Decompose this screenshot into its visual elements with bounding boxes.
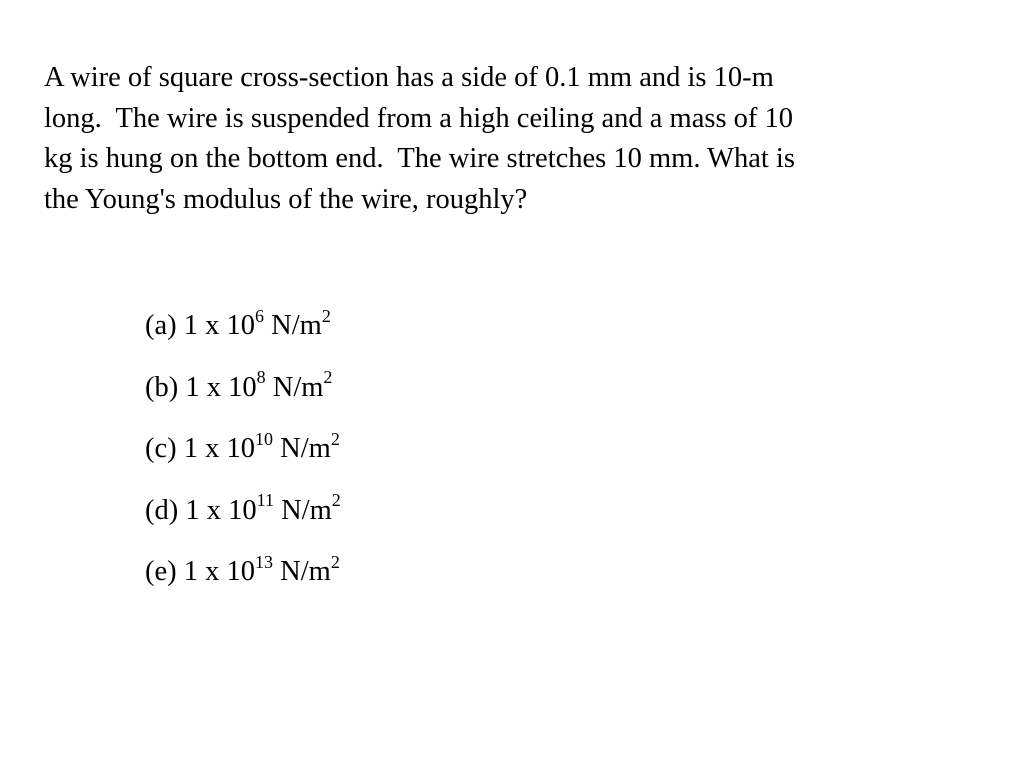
option-label: (d)	[145, 494, 179, 526]
option-base: 1 x 10	[183, 433, 256, 464]
option-base: 1 x 10	[185, 371, 257, 403]
question-line: kg is hung on the bottom end. The wire stretches 10 mm. What is	[44, 143, 795, 174]
option-label: (c)	[145, 433, 177, 464]
option-e	[145, 550, 341, 612]
question-line: A wire of square cross-section has a side of 0.1 mm and is 10-m	[44, 62, 774, 93]
option-exponent: 6	[255, 305, 265, 326]
answer-options	[145, 304, 341, 612]
option-b	[145, 366, 341, 428]
option-unit: N/m	[271, 310, 322, 341]
option-base: 1 x 10	[183, 310, 256, 341]
option-d	[145, 489, 341, 551]
option-unit-exponent: 2	[330, 428, 340, 449]
option-unit-exponent: 2	[321, 305, 331, 326]
option-unit-exponent: 2	[323, 367, 333, 387]
option-label: (a)	[145, 310, 177, 341]
option-unit: N/m	[281, 494, 332, 526]
option-unit: N/m	[280, 433, 331, 464]
option-exponent: 11	[256, 490, 274, 510]
option-unit: N/m	[280, 556, 331, 587]
question-text	[44, 58, 964, 220]
question-line: long. The wire is suspended from a high ceiling and a mass of 10	[44, 102, 794, 134]
option-base: 1 x 10	[185, 494, 257, 526]
option-exponent: 13	[255, 551, 274, 572]
option-unit-exponent: 2	[331, 490, 341, 510]
option-base: 1 x 10	[183, 556, 256, 587]
option-c	[145, 427, 341, 489]
option-exponent: 8	[256, 367, 266, 387]
option-unit: N/m	[272, 371, 324, 403]
option-unit-exponent: 2	[330, 551, 340, 572]
option-label: (e)	[145, 556, 177, 587]
option-exponent: 10	[255, 428, 274, 449]
option-label: (b)	[145, 371, 179, 403]
question-line: the Young's modulus of the wire, roughly?	[44, 183, 528, 215]
option-a	[145, 304, 341, 366]
